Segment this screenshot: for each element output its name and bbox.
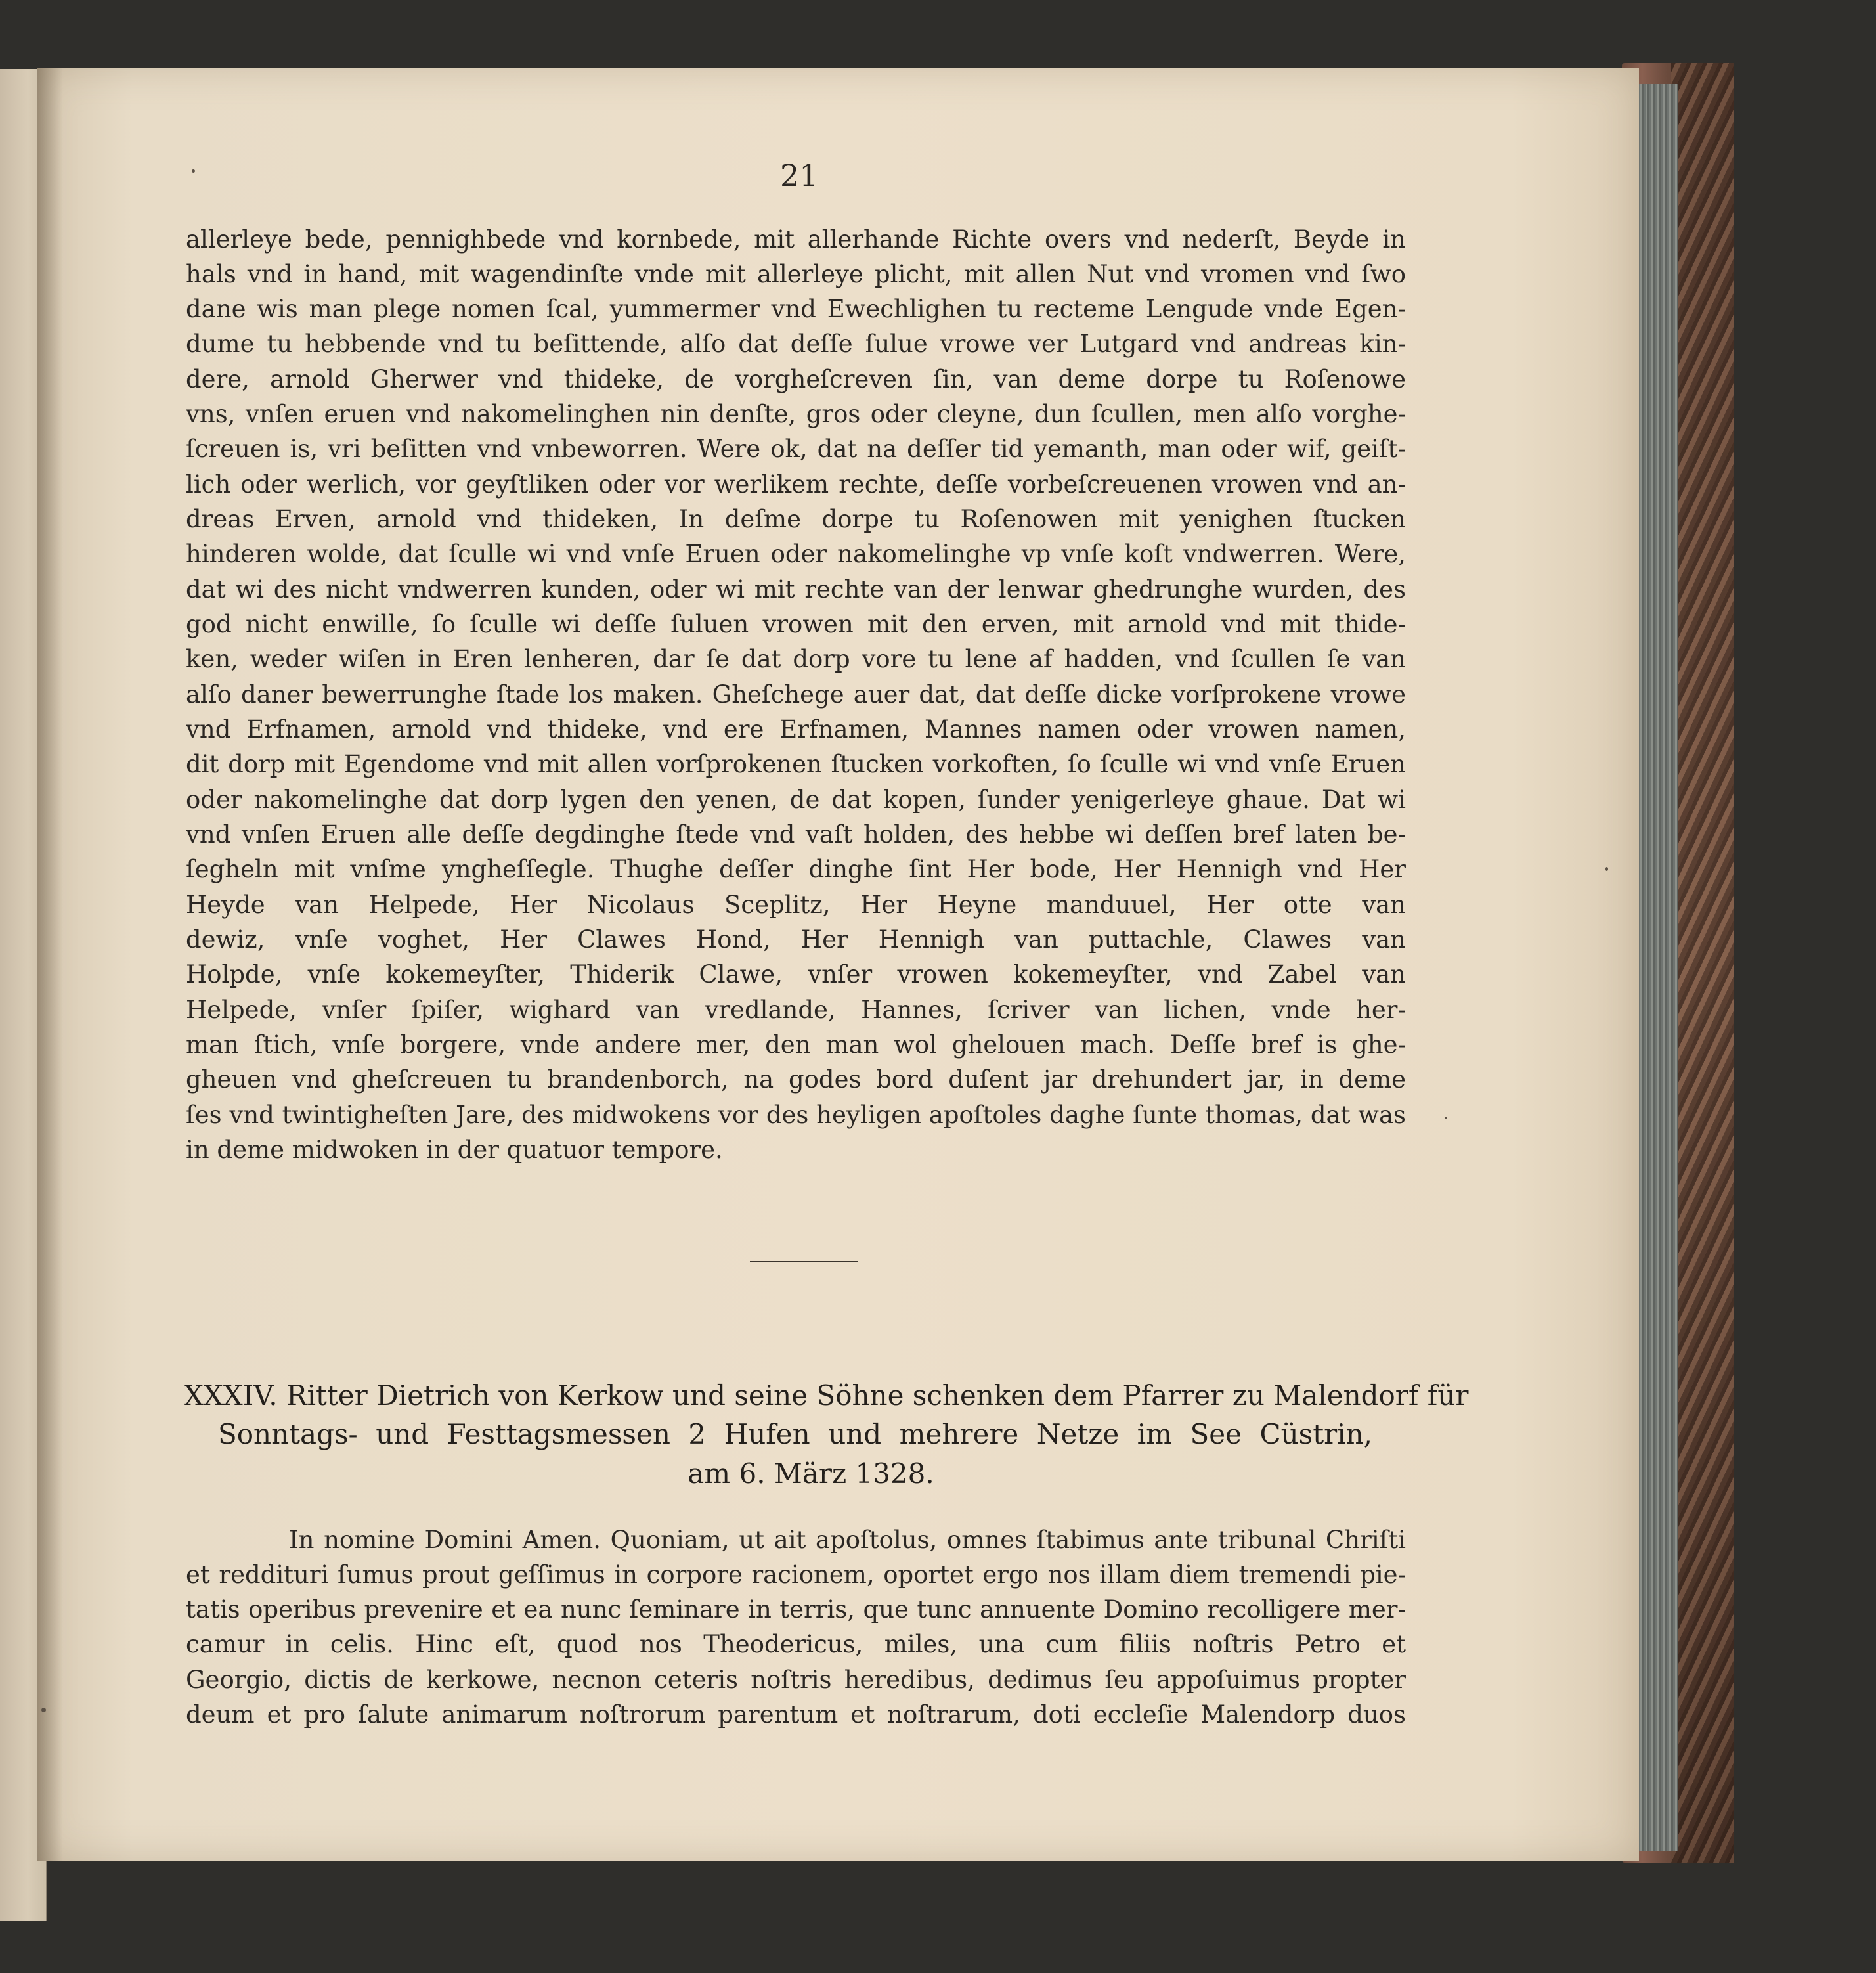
text-line: alſo daner bewerrunghe ſtade los maken. Gheſchege auer dat, dat deſſe dicke vorſprokene vrowe: [186, 680, 1406, 709]
text-line: man ſtich, vnſe borgere, vnde andere mer, den man wol ghelouen mach. Deſſe bref is ghe-: [186, 1031, 1406, 1059]
text-line: in deme midwoken in der quatuor tempore.: [186, 1136, 723, 1164]
text-line: gheuen vnd gheſcreuen tu brandenborch, na godes bord duſent jar drehundert jar, in deme: [186, 1065, 1406, 1094]
text-line: oder nakomelinghe dat dorp lygen den yenen, de dat kopen, ſunder yenigerleye ghaue. Dat wi: [186, 786, 1406, 814]
text-line: Heyde van Helpede, Her Nicolaus Sceplitz, Her Heyne manduuel, Her otte van: [186, 891, 1406, 919]
text-line: ſes vnd twintigheſten Jare, des midwokens vor des heyligen apoſtoles daghe ſunte thomas, dat was: [186, 1101, 1406, 1129]
binding-shadow: [37, 68, 63, 1861]
text-line: Georgio, dictis de kerkowe, necnon ceteris noſtris heredibus, dedimus ſeu appoſuimus propter: [186, 1666, 1406, 1694]
text-line: dane wis man plege nomen ſcal, yummermer vnd Ewechlighen tu recteme Lengude vnde Egen-: [186, 295, 1406, 323]
paper-speck: [192, 169, 195, 173]
text-line: dume tu hebbende vnd tu beſittende, alſo dat deſſe ſulue vrowe ver Lutgard vnd andreas kin-: [186, 330, 1406, 358]
text-line: dat wi des nicht vndwerren kunden, oder wi mit rechte van der lenwar ghedrunghe wurden, des: [186, 575, 1406, 604]
text-line: dere, arnold Gherwer vnd thideke, de vorgheſcreven ſin, van deme dorpe tu Roſenowe: [186, 365, 1406, 393]
heading-date-line: am 6. März 1328.: [687, 1457, 934, 1490]
text-line: vnd Erfnamen, arnold vnd thideke, vnd ere Erfnamen, Mannes namen oder vrowen namen,: [186, 715, 1406, 743]
text-line: ken, weder wiſen in Eren lenheren, dar ſe dat dorp vore tu lene af hadden, vnd ſcullen ſe van: [186, 645, 1406, 673]
paper-speck: [41, 1708, 46, 1712]
text-line: dewiz, vnſe voghet, Her Clawes Hond, Her Hennigh van puttachle, Clawes van: [186, 925, 1406, 954]
text-line: ſegheln mit vnſme yngheſſegle. Thughe deſſer dinghe ſint Her bode, Her Hennigh vnd Her: [186, 855, 1406, 883]
paper-speck: [1605, 867, 1608, 871]
text-line: hinderen wolde, dat ſculle wi vnd vnſe Eruen oder nakomelinghe vp vnſe koſt vndwerren. Were,: [186, 540, 1406, 568]
page-number: 21: [780, 158, 819, 193]
text-line: et reddituri ſumus prout geſſimus in corpore racionem, oportet ergo nos illam diem tremendi pie-: [186, 1561, 1406, 1589]
text-line: god nicht enwille, ſo ſculle wi deſſe ſuluen vrowen mit den erven, mit arnold vnd mit thide-: [186, 610, 1406, 638]
text-line: In nomine Domini Amen. Quoniam, ut ait apoſtolus, omnes ſtabimus ante tribunal Chriſti: [289, 1526, 1406, 1554]
text-line: vns, vnſen eruen vnd nakomelinghen nin denſte, gros oder cleyne, dun ſcullen, men alſo vorghe-: [186, 400, 1406, 428]
marbled-cover-board: [1671, 63, 1734, 1863]
text-line: vnd vnſen Eruen alle deſſe degdinghe ſtede vnd vaſt holden, des hebbe wi deſſen bref laten be-: [186, 820, 1406, 849]
text-line: dreas Erven, arnold vnd thideken, In deſme dorpe tu Roſenowen mit yenighen ſtucken: [186, 505, 1406, 533]
text-line: Holpde, vnſe kokemeyſter, Thiderik Clawe, vnſer vrowen kokemeyſter, vnd Zabel van: [186, 960, 1406, 988]
text-line: allerleye bede, pennighbede vnd kornbede, mit allerhande Richte overs vnd nederſt, Beyde in: [186, 225, 1406, 254]
heading-line: Sonntags- und Festtagsmessen 2 Hufen und mehrere Netze im See Cüstrin,: [218, 1418, 1372, 1450]
text-line: hals vnd in hand, mit wagendinſte vnde mit allerleye plicht, mit allen Nut vnd vromen vnd ſwo: [186, 260, 1406, 288]
text-line: lich oder werlich, vor geyſtliken oder vor werlikem rechte, deſſe vorbeſcreuenen vrowen vnd an-: [186, 470, 1406, 499]
text-line: ſcreuen is, vri beſitten vnd vnbeworren. Were ok, dat na deſſer tid yemanth, man oder wif, geiſt-: [186, 435, 1406, 463]
text-line: deum et pro ſalute animarum noſtrorum parentum et noſtrarum, doti eccleſie Malendorp duos: [186, 1700, 1406, 1729]
heading-line: XXXIV. Ritter Dietrich von Kerkow und seine Söhne schenken dem Pfarrer zu Malendorf für: [184, 1379, 1469, 1411]
text-line: Helpede, vnſer ſpiſer, wighard van vredlande, Hannes, ſcriver van lichen, vnde her-: [186, 996, 1406, 1024]
text-line: dit dorp mit Egendome vnd mit allen vorſprokenen ſtucken vorkoften, ſo ſculle wi vnd vnſe Eruen: [186, 750, 1406, 778]
text-line: tatis operibus prevenire et ea nunc ſeminare in terris, que tunc annuente Domino recolligere mer-: [186, 1595, 1406, 1624]
section-separator-rule: [750, 1261, 858, 1262]
text-line: camur in celis. Hinc eſt, quod nos Theodericus, miles, una cum filiis noſtris Petro et: [186, 1630, 1406, 1658]
paper-speck: [1445, 1117, 1447, 1119]
